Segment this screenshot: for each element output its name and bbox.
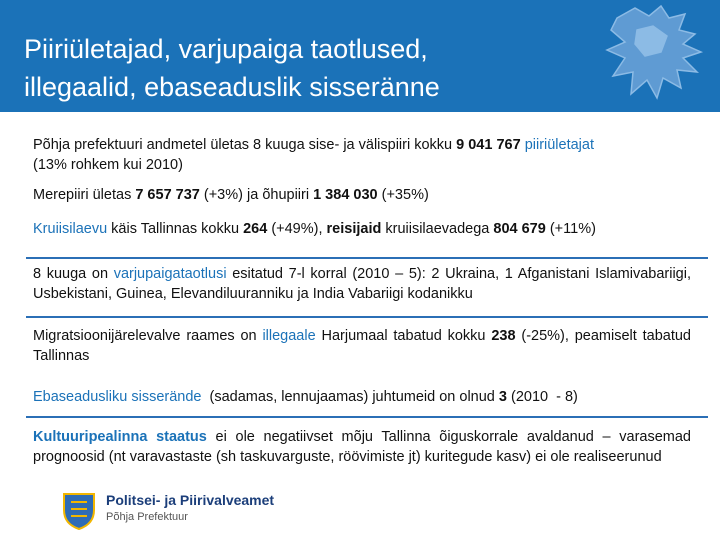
slide-title-line-2: illegaalid, ebaseaduslik sisseränne xyxy=(24,72,440,102)
item-value: 804 679 xyxy=(493,221,546,237)
item-text: (-25%), peamiselt tabatud Tallinnas xyxy=(33,328,691,364)
item-keyword: illegaale xyxy=(262,328,316,344)
item-text: (+3%) ja õhupiiri xyxy=(199,187,314,203)
slide-title xyxy=(24,30,584,106)
footer-logo xyxy=(62,490,302,534)
item-cruise-ships xyxy=(33,219,691,239)
item-text: Põhja prefektuuri andmetel ületas 8 kuuga sise- ja välispiiri kokku xyxy=(33,137,457,153)
item-illegal-migrants xyxy=(33,326,691,366)
item-text: käis Tallinnas kokku xyxy=(107,221,244,237)
item-value: 7 657 737 xyxy=(135,187,200,203)
item-illegal-immigration xyxy=(33,387,691,407)
item-culture-capital xyxy=(33,427,691,467)
item-sea-air-border xyxy=(33,185,691,205)
item-keyword: Ebaseadusliku sisserände xyxy=(33,389,202,405)
separator-line xyxy=(26,316,708,318)
item-text: ei ole negatiivset mõju Tallinna õiguskorrale avaldanud – varasemad prognoosid (nt varavastaste (sh taskuvarguste, röövimiste jt) kuritegude kasv) ei ole realiseerunud xyxy=(33,429,692,465)
lion-emblem-icon xyxy=(597,0,712,112)
item-text: Migratsioonijärelevalve raames on xyxy=(33,328,263,344)
footer-subtitle: Põhja Prefektuur xyxy=(106,511,188,523)
item-text: esitatud 7-l korral (2010 – 5): 2 Ukraina, 1 Afganistani Islamivabariigi, Usbekistani, Guinea, Elevandiluuranniku ja India Vabariigi kodanikku xyxy=(33,266,691,302)
item-text: (+49%), xyxy=(267,221,327,237)
item-keyword: Kultuuripealinna staatus xyxy=(33,429,207,445)
footer-brand: Politsei- ja Piirivalveamet xyxy=(106,492,275,508)
title-banner xyxy=(0,0,720,112)
item-value: 1 384 030 xyxy=(313,187,378,203)
item-text: (sadamas, lennujaamas) juhtumeid on olnud xyxy=(201,389,499,405)
separator-line xyxy=(26,416,708,418)
separator-line xyxy=(26,257,708,259)
item-text: (+11%) xyxy=(545,221,596,237)
item-text: (13% rohkem kui 2010) xyxy=(33,157,183,173)
item-text: Harjumaal tabatud kokku xyxy=(315,328,492,344)
item-keyword: varjupaigataotlusi xyxy=(113,266,227,282)
item-value: 238 xyxy=(491,328,516,344)
item-text: kruiisilaevadega xyxy=(381,221,494,237)
item-text: (+35%) xyxy=(377,187,429,203)
item-keyword: Kruiisilaevu xyxy=(33,221,108,237)
item-value: 264 xyxy=(243,221,268,237)
slide-title-line-1: Piiriületajad, varjupaiga taotlused, xyxy=(24,34,428,64)
item-asylum-applications xyxy=(33,264,691,304)
police-crest-icon xyxy=(62,490,96,530)
item-border-crossers xyxy=(33,135,691,175)
item-value: reisijaid xyxy=(326,221,382,237)
item-value: 9 041 767 xyxy=(456,137,521,153)
item-text: (2010 - 8) xyxy=(506,389,578,405)
item-keyword: piiriületajat xyxy=(524,137,595,153)
item-text: 8 kuuga on xyxy=(33,266,114,282)
item-text: Merepiiri ületas xyxy=(33,187,136,203)
item-value: 3 xyxy=(498,389,507,405)
